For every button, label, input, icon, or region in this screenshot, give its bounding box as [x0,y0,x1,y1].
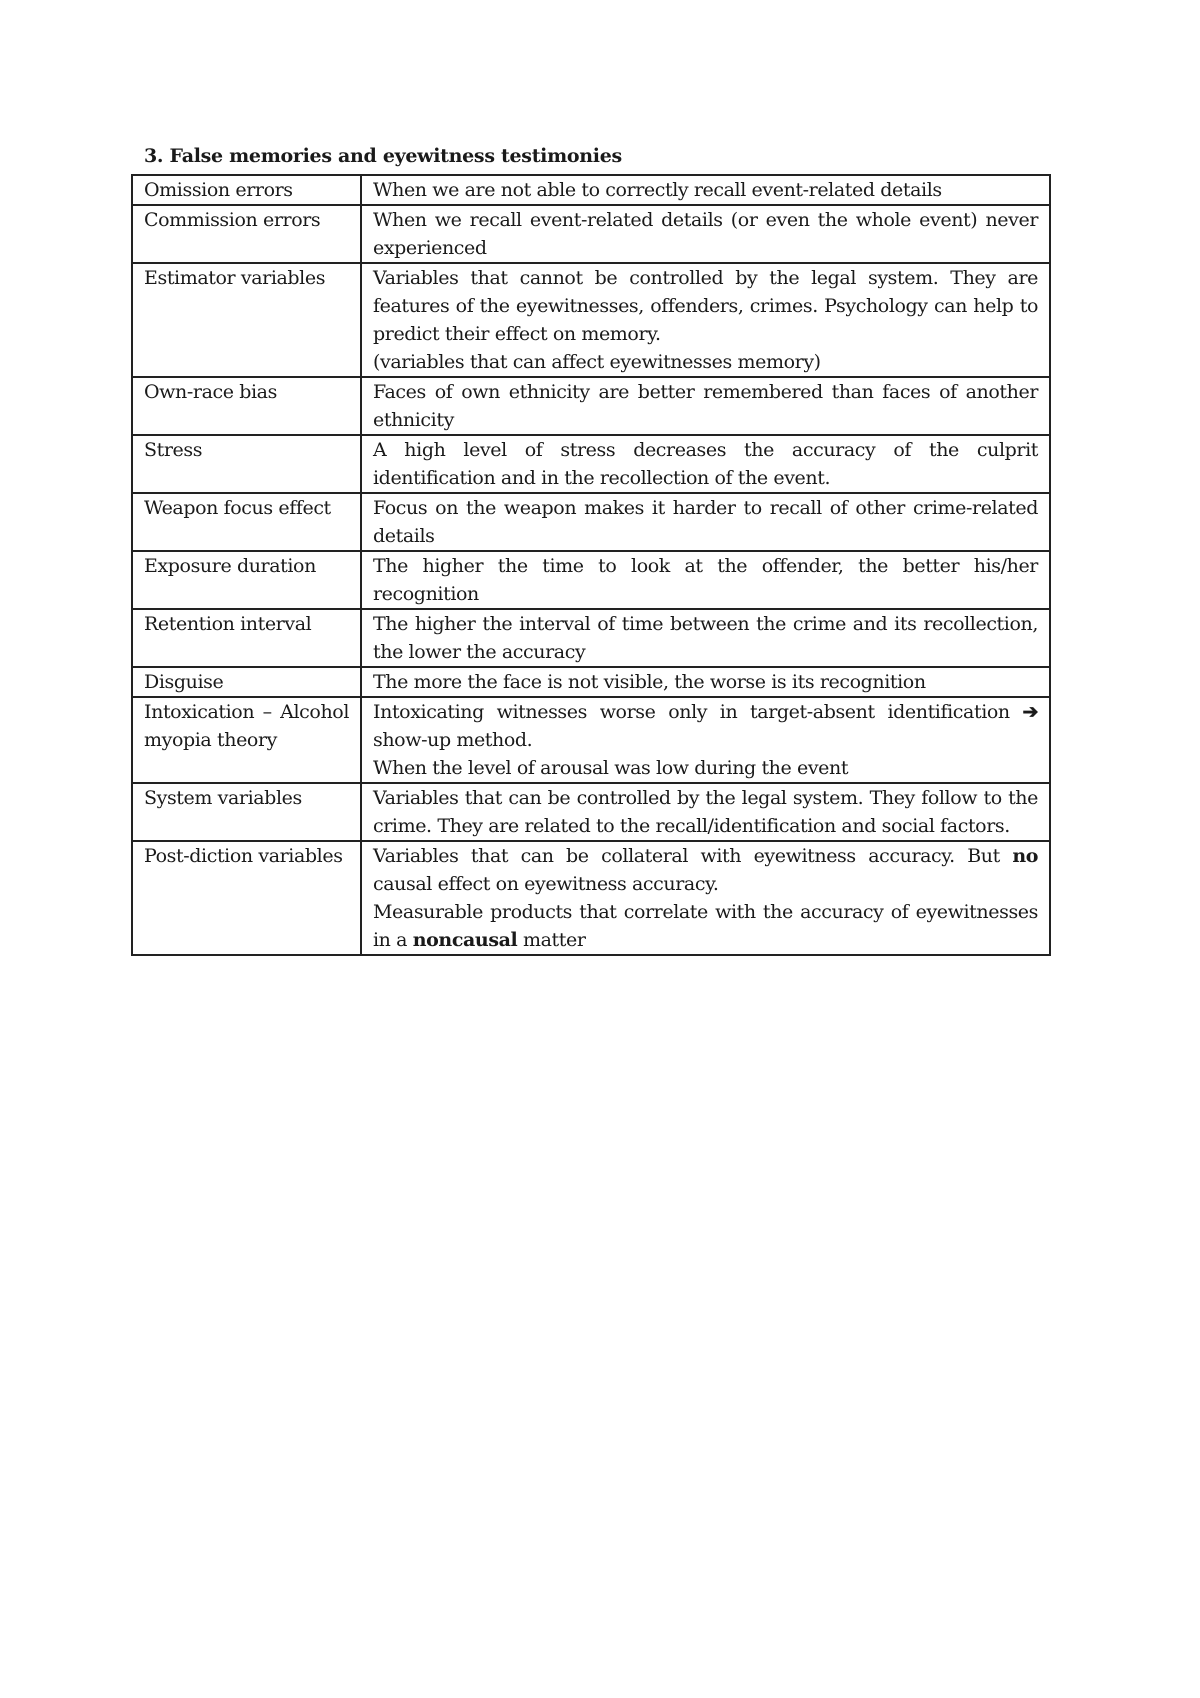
definition-cell [361,841,1050,955]
term-cell: Retention interval [132,609,361,667]
definition-fragment: causal effect on eyewitness accuracy. [373,873,719,895]
definition-text: Faces of own ethnicity are better remembered than faces of another ethnicity [373,381,1038,431]
table-row [132,783,1050,841]
definition-text: (variables that can affect eyewitnesses memory) [373,351,821,373]
definition-fragment: Variables that can be collateral with eyewitness accuracy. But [373,845,1013,867]
section-heading: 3. False memories and eyewitness testimonies [144,145,622,167]
table-row [132,435,1050,493]
term-cell: Omission errors [132,175,361,205]
table-row [132,175,1050,205]
definition-cell [361,493,1050,551]
table-row [132,609,1050,667]
term-cell: Disguise [132,667,361,697]
definition-cell [361,435,1050,493]
definition-text: When we recall event-related details (or even the whole event) never experienced [373,209,1038,259]
definition-cell [361,551,1050,609]
definition-fragment: matter [517,929,586,951]
definition-cell [361,205,1050,263]
term-cell: Intoxication – Alcohol myopia theory [132,697,361,783]
definition-cell [361,667,1050,697]
arrow-right-icon: ➔ [1022,701,1039,723]
definition-fragment: Intoxicating witnesses worse only in target-absent identification [373,701,1010,723]
table-row [132,263,1050,377]
term-cell: Commission errors [132,205,361,263]
emphasis-text: noncausal [412,929,518,951]
definition-text: Variables that can be controlled by the legal system. They follow to the crime. They are related to the recall/identification and social factors. [373,787,1038,837]
term-cell: Estimator variables [132,263,361,377]
emphasis-text: no [1012,845,1038,867]
table-row [132,205,1050,263]
definition-cell [361,783,1050,841]
table-row [132,551,1050,609]
definition-text: The higher the time to look at the offender, the better his/her recognition [373,555,1038,605]
definition-text: Variables that cannot be controlled by the legal system. They are features of the eyewitnesses, offenders, crimes. Psychology can help to predict their effect on memory. [373,267,1038,345]
term-cell: Post-diction variables [132,841,361,955]
definition-cell [361,175,1050,205]
table-row [132,667,1050,697]
term-cell: Weapon focus effect [132,493,361,551]
definition-text: Focus on the weapon makes it harder to recall of other crime-related details [373,497,1038,547]
table-row [132,377,1050,435]
term-cell: Exposure duration [132,551,361,609]
definition-text: When the level of arousal was low during the event [373,757,849,779]
definition-text: The higher the interval of time between the crime and its recollection, the lower the accuracy [373,613,1038,663]
table-row [132,493,1050,551]
definition-cell [361,377,1050,435]
table-row [132,697,1050,783]
definition-cell [361,609,1050,667]
definition-text: The more the face is not visible, the worse is its recognition [373,671,926,693]
term-cell: System variables [132,783,361,841]
terms-table [131,174,1051,956]
definition-text: When we are not able to correctly recall event-related details [373,179,942,201]
term-cell: Own-race bias [132,377,361,435]
definition-text [373,698,1038,754]
definition-fragment: show-up method. [373,729,533,751]
definition-cell [361,697,1050,783]
definition-text [373,842,1038,898]
definition-text [373,898,1038,954]
definition-fragment: Measurable products that correlate with the accuracy of eyewitnesses in a [373,901,1038,951]
term-cell: Stress [132,435,361,493]
table-row [132,841,1050,955]
definition-text: A high level of stress decreases the accuracy of the culprit identification and in the recollection of the event. [373,439,1038,489]
definition-cell [361,263,1050,377]
